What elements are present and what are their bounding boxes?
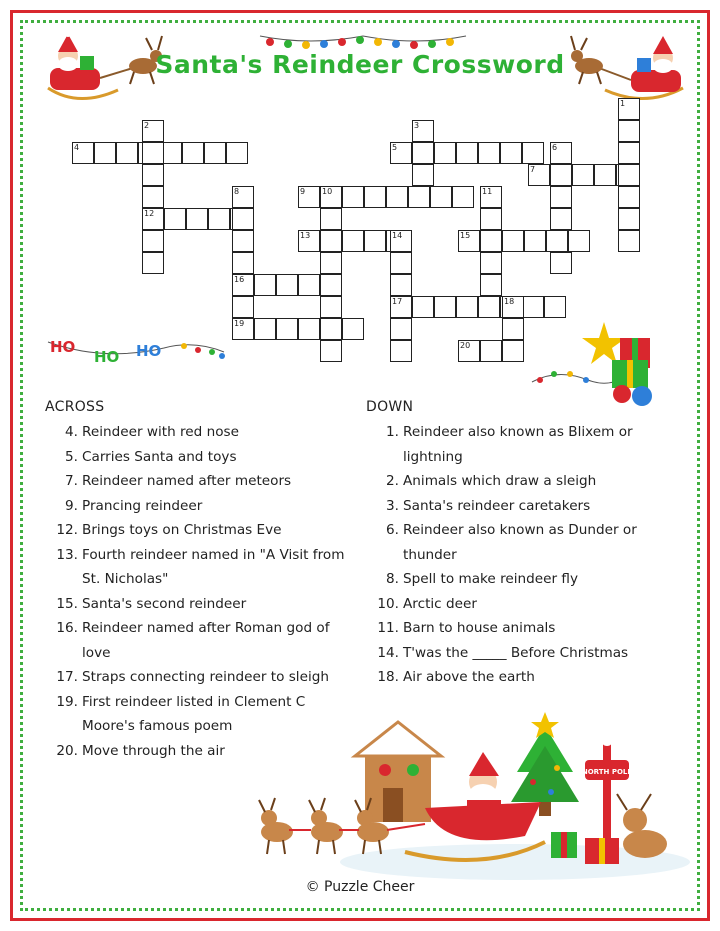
clue-text: Reindeer also known as Dunder or thunder [403, 522, 637, 563]
across-clue [45, 543, 350, 592]
grid-cell[interactable] [164, 208, 186, 230]
clue-number: 7. [65, 473, 78, 489]
grid-cell[interactable] [618, 164, 640, 186]
clue-number: 15. [56, 595, 78, 612]
grid-cell[interactable] [618, 230, 640, 252]
across-clue [45, 518, 350, 543]
grid-clue-number: 10 [322, 187, 333, 196]
down-clue [366, 641, 681, 666]
grid-cell[interactable] [254, 318, 276, 340]
grid-cell[interactable] [94, 142, 116, 164]
grid-clue-number: 7 [530, 165, 536, 174]
clue-text: Santa's second reindeer [82, 595, 247, 612]
down-clue [366, 494, 681, 519]
grid-cell[interactable] [618, 186, 640, 208]
grid-cell[interactable] [276, 274, 298, 296]
clue-number: 10. [377, 595, 399, 612]
grid-cell[interactable] [412, 142, 434, 164]
grid-cell[interactable] [182, 142, 204, 164]
grid-cell[interactable] [456, 296, 478, 318]
grid-cell[interactable] [478, 296, 500, 318]
grid-cell[interactable] [390, 274, 412, 296]
down-clue [366, 592, 681, 617]
grid-cell[interactable] [618, 142, 640, 164]
credit-text: © Puzzle Cheer [305, 879, 415, 895]
grid-cell[interactable] [320, 230, 342, 252]
svg-text:NORTH POLE: NORTH POLE [581, 768, 633, 776]
grid-clue-number: 14 [392, 231, 403, 240]
clue-text: Animals which draw a sleigh [403, 473, 597, 489]
clue-number: 8. [386, 571, 399, 587]
clue-text: Carries Santa and toys [82, 448, 237, 465]
across-clue [45, 592, 350, 617]
grid-clue-number: 15 [460, 231, 471, 240]
grid-cell[interactable] [320, 274, 342, 296]
clue-text: Air above the earth [403, 669, 535, 685]
clue-text: Reindeer named after Roman god of love [82, 620, 330, 661]
hohoho-lights-icon [44, 322, 229, 372]
grid-cell[interactable] [320, 340, 342, 362]
clue-text: Move through the air [82, 742, 225, 759]
grid-cell[interactable] [430, 186, 452, 208]
clue-number: 4. [65, 424, 78, 440]
grid-clue-number: 11 [482, 187, 493, 196]
grid-clue-number: 2 [144, 121, 150, 130]
grid-clue-number: 3 [414, 121, 420, 130]
grid-cell[interactable] [142, 186, 164, 208]
grid-cell[interactable] [232, 208, 254, 230]
grid-cell[interactable] [226, 142, 248, 164]
grid-cell[interactable] [390, 340, 412, 362]
grid-cell[interactable] [232, 296, 254, 318]
grid-cell[interactable] [386, 186, 408, 208]
down-clue [366, 616, 681, 641]
grid-cell[interactable] [342, 318, 364, 340]
grid-cell[interactable] [298, 318, 320, 340]
grid-cell[interactable] [342, 186, 364, 208]
grid-cell[interactable] [478, 142, 500, 164]
grid-cell[interactable] [568, 230, 590, 252]
grid-cell[interactable] [142, 230, 164, 252]
grid-cell[interactable] [480, 340, 502, 362]
grid-cell[interactable] [434, 296, 456, 318]
clue-text: Arctic deer [403, 595, 477, 612]
grid-cell[interactable] [456, 142, 478, 164]
clue-number: 6. [386, 522, 399, 538]
clue-number: 11. [377, 620, 399, 636]
grid-clue-number: 16 [234, 275, 245, 284]
grid-cell[interactable] [524, 230, 546, 252]
clue-text: Santa's reindeer caretakers [403, 497, 591, 514]
grid-cell[interactable] [320, 296, 342, 318]
grid-cell[interactable] [364, 186, 386, 208]
down-clue [366, 518, 681, 567]
clue-number: 14. [377, 644, 399, 661]
grid-cell[interactable] [412, 164, 434, 186]
grid-cell[interactable] [142, 142, 164, 164]
grid-cell[interactable] [502, 230, 524, 252]
clue-number: 3. [386, 497, 399, 514]
down-clue [366, 420, 681, 469]
grid-clue-number: 12 [144, 209, 155, 218]
clue-number: 20. [56, 742, 78, 759]
grid-cell[interactable] [452, 186, 474, 208]
grid-clue-number: 20 [460, 341, 471, 350]
clue-text: Reindeer with red nose [82, 424, 239, 440]
grid-clue-number: 8 [234, 187, 240, 196]
clue-text: Brings toys on Christmas Eve [82, 522, 282, 538]
clue-number: 18. [377, 669, 399, 685]
grid-cell[interactable] [342, 230, 364, 252]
grid-cell[interactable] [186, 208, 208, 230]
grid-clue-number: 5 [392, 143, 398, 152]
grid-cell[interactable] [550, 252, 572, 274]
across-clue [45, 494, 350, 519]
grid-cell[interactable] [434, 142, 456, 164]
clue-number: 13. [56, 546, 78, 563]
svg-text:HO: HO [136, 342, 162, 360]
christmas-lights-icon [258, 30, 468, 52]
across-clue [45, 445, 350, 470]
down-clue-list [366, 420, 681, 690]
grid-cell[interactable] [618, 120, 640, 142]
svg-text:HO: HO [50, 338, 76, 356]
clue-number: 19. [56, 693, 78, 710]
across-clue [45, 469, 350, 494]
grid-clue-number: 17 [392, 297, 403, 306]
grid-clue-number: 19 [234, 319, 245, 328]
grid-cell[interactable] [546, 230, 568, 252]
grid-cell[interactable] [204, 142, 226, 164]
grid-cell[interactable] [320, 252, 342, 274]
grid-cell[interactable] [502, 318, 524, 340]
grid-cell[interactable] [320, 208, 342, 230]
grid-clue-number: 6 [552, 143, 558, 152]
grid-cell[interactable] [480, 252, 502, 274]
clue-text: Straps connecting reindeer to sleigh [82, 669, 329, 685]
grid-cell[interactable] [550, 186, 572, 208]
grid-cell[interactable] [254, 274, 276, 296]
page-title: Santa's Reindeer Crossword [155, 50, 565, 79]
grid-cell[interactable] [116, 142, 138, 164]
across-clue [45, 616, 350, 665]
grid-cell[interactable] [550, 164, 572, 186]
clue-text: Barn to house animals [403, 620, 556, 636]
down-clue [366, 469, 681, 494]
grid-cell[interactable] [142, 252, 164, 274]
svg-text:HO: HO [94, 348, 120, 366]
grid-cell[interactable] [390, 252, 412, 274]
down-clue [366, 567, 681, 592]
clue-number: 9. [65, 497, 78, 514]
across-clue [45, 420, 350, 445]
grid-cell[interactable] [522, 142, 544, 164]
clue-text: Reindeer named after meteors [82, 473, 292, 489]
grid-cell[interactable] [320, 318, 342, 340]
grid-cell[interactable] [208, 208, 230, 230]
grid-cell[interactable] [480, 230, 502, 252]
grid-clue-number: 4 [74, 143, 80, 152]
clue-number: 16. [56, 620, 78, 636]
grid-clue-number: 9 [300, 187, 306, 196]
grid-cell[interactable] [502, 340, 524, 362]
christmas-scene-illustration [255, 712, 695, 887]
clue-number: 1. [386, 424, 399, 440]
grid-cell[interactable] [500, 142, 522, 164]
across-heading: ACROSS [45, 399, 105, 415]
clue-number: 12. [56, 522, 78, 538]
clue-number: 2. [386, 473, 399, 489]
clue-text: Fourth reindeer named in "A Visit from St. Nicholas" [82, 546, 345, 587]
clue-number: 5. [65, 448, 78, 465]
grid-clue-number: 18 [504, 297, 515, 306]
down-heading: DOWN [366, 399, 414, 415]
gifts-star-icon [528, 318, 668, 408]
grid-cell[interactable] [412, 296, 434, 318]
grid-cell[interactable] [232, 252, 254, 274]
grid-cell[interactable] [390, 318, 412, 340]
grid-cell[interactable] [298, 274, 320, 296]
grid-cell[interactable] [550, 208, 572, 230]
across-clue [45, 665, 350, 690]
grid-cell[interactable] [142, 164, 164, 186]
grid-clue-number: 13 [300, 231, 311, 240]
grid-cell[interactable] [522, 296, 544, 318]
grid-cell[interactable] [232, 230, 254, 252]
grid-cell[interactable] [594, 164, 616, 186]
clue-text: Reindeer also known as Blixem or lightning [403, 424, 633, 465]
clue-text: Spell to make reindeer fly [403, 571, 579, 587]
clue-text: T'was the _____ Before Christmas [403, 644, 629, 661]
grid-cell[interactable] [618, 208, 640, 230]
clue-text: Prancing reindeer [82, 497, 203, 514]
clue-number: 17. [56, 669, 78, 685]
grid-cell[interactable] [572, 164, 594, 186]
grid-cell[interactable] [408, 186, 430, 208]
grid-cell[interactable] [480, 208, 502, 230]
down-clue [366, 665, 681, 690]
clue-text: First reindeer listed in Clement C Moore's famous poem [82, 693, 306, 734]
grid-cell[interactable] [544, 296, 566, 318]
grid-clue-number: 1 [620, 99, 626, 108]
grid-cell[interactable] [276, 318, 298, 340]
grid-cell[interactable] [364, 230, 386, 252]
grid-cell[interactable] [480, 274, 502, 296]
